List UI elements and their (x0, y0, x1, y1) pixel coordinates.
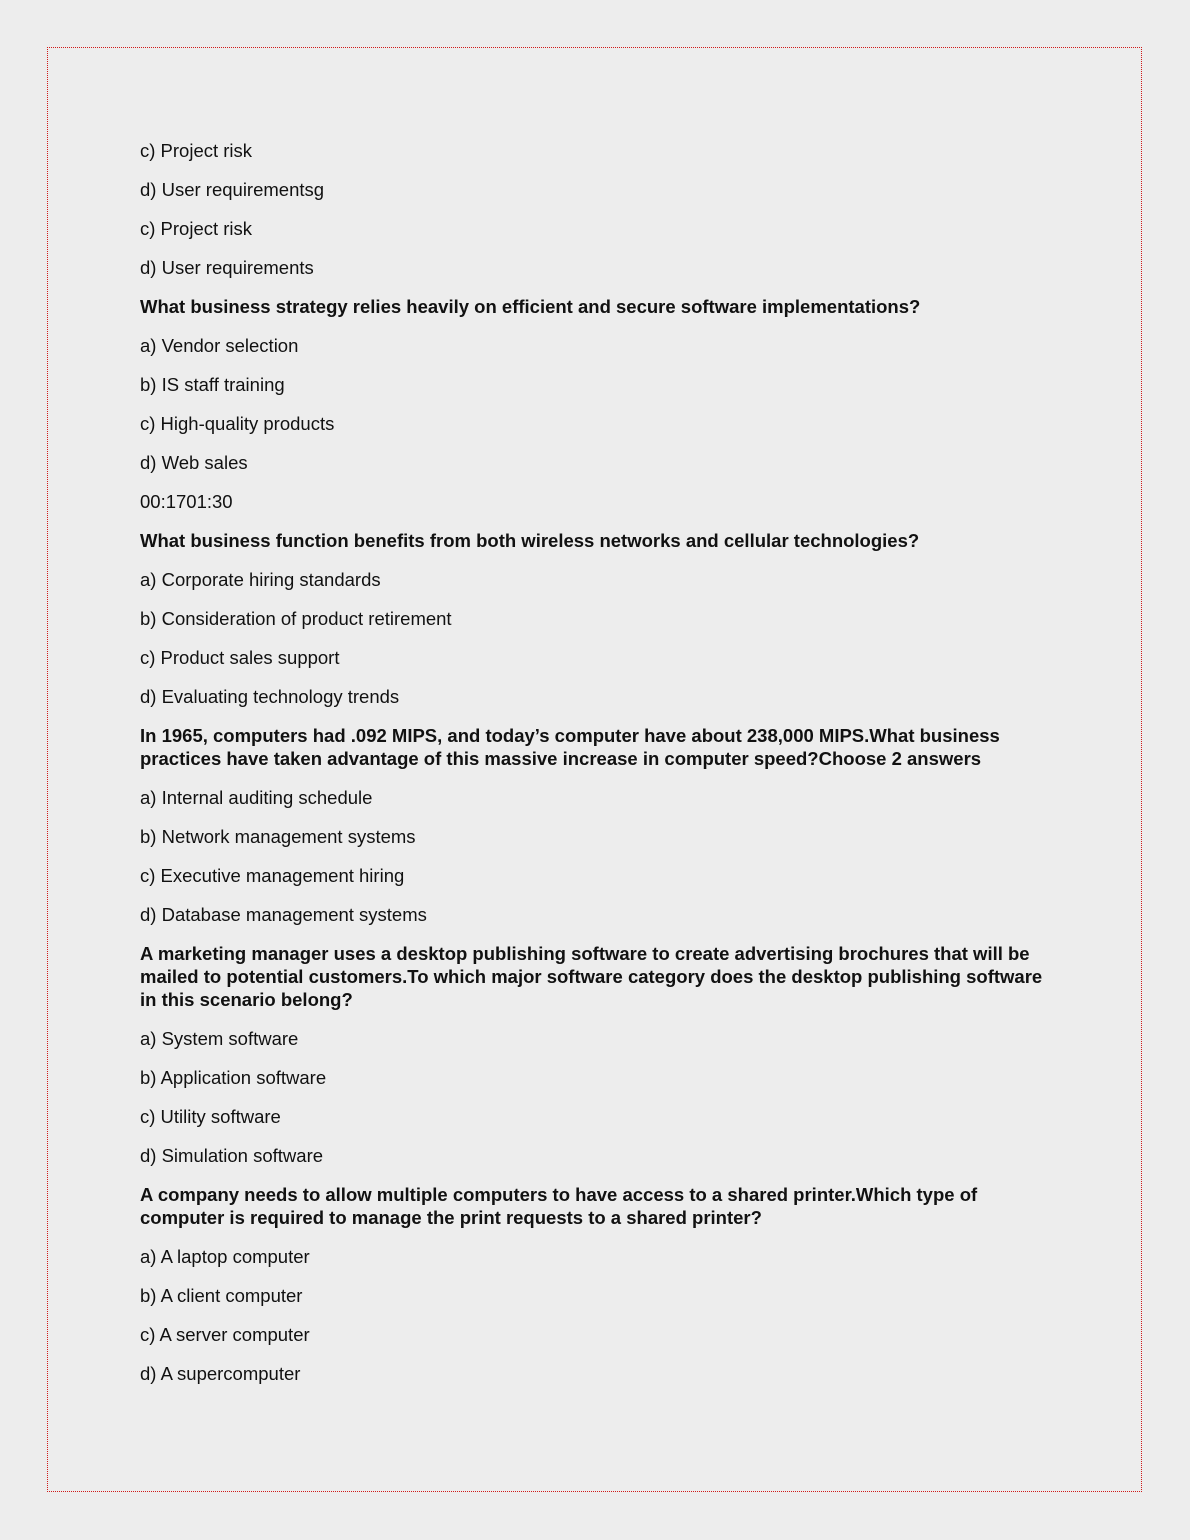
answer-option: d) User requirementsg (140, 179, 325, 200)
answer-option: b) Consideration of product retirement (140, 608, 452, 629)
timer-text: 00:1701:30 (140, 491, 233, 512)
answer-option: c) Product sales support (140, 647, 340, 668)
answer-option: d) Web sales (140, 452, 248, 473)
document-content (140, 139, 1050, 1401)
answer-option: c) Utility software (140, 1106, 281, 1127)
question-text: What business strategy relies heavily on efficient and secure software implementations? (140, 296, 921, 317)
answer-option: d) Simulation software (140, 1145, 324, 1166)
answer-option: a) Corporate hiring standards (140, 569, 381, 590)
answer-option: b) Application software (140, 1067, 327, 1088)
question-text: A marketing manager uses a desktop publishing software to create advertising brochures that will be mailed to potential customers.To which major software category does the desktop publishing software in this scenario belong? (140, 943, 1043, 1010)
answer-option: a) Vendor selection (140, 335, 299, 356)
answer-option: d) Database management systems (140, 904, 427, 925)
answer-option: c) Project risk (140, 218, 253, 239)
answer-option: b) A client computer (140, 1285, 303, 1306)
answer-option: c) Executive management hiring (140, 865, 405, 886)
question-text: What business function benefits from both wireless networks and cellular technologies? (140, 530, 920, 551)
answer-option: c) A server computer (140, 1324, 310, 1345)
answer-option: a) System software (140, 1028, 299, 1049)
answer-option: d) A supercomputer (140, 1363, 301, 1384)
answer-option: a) Internal auditing schedule (140, 787, 373, 808)
answer-option: c) High-quality products (140, 413, 335, 434)
answer-option: a) A laptop computer (140, 1246, 310, 1267)
answer-option: d) Evaluating technology trends (140, 686, 400, 707)
answer-option: b) Network management systems (140, 826, 416, 847)
answer-option: d) User requirements (140, 257, 314, 278)
question-text: In 1965, computers had .092 MIPS, and today’s computer have about 238,000 MIPS.What business practices have taken advantage of this massive increase in computer speed?Choose 2 answers (140, 725, 1000, 769)
question-text: A company needs to allow multiple computers to have access to a shared printer.Which type of computer is required to manage the print requests to a shared printer? (140, 1184, 978, 1228)
answer-option: b) IS staff training (140, 374, 285, 395)
answer-option: c) Project risk (140, 140, 253, 161)
